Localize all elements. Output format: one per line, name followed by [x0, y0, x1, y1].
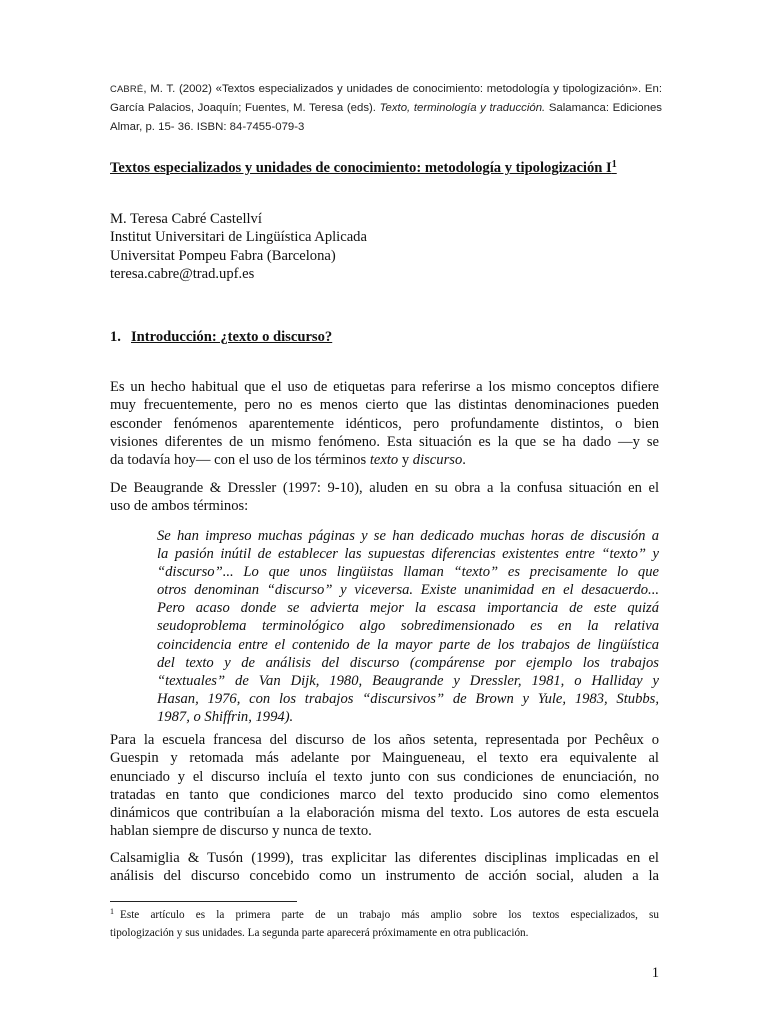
quote-line: “discurso”... Lo que unos lingüistas llaman “texto” es precisamente lo que: [157, 564, 659, 581]
paragraph-line: Guespin y retomada más adelante por Maingueneau, el texto era equivalente al: [110, 750, 659, 767]
quote-line: Se han impreso muchas páginas y se han dedicado muchas horas de discusión a: [157, 528, 659, 544]
section-title: Introducción: ¿texto o discurso?: [131, 329, 333, 345]
author-institute: Institut Universitari de Lingüística Aplicada: [110, 229, 367, 246]
article-title-text: Textos especializados y unidades de conocimiento: metodología y tipologización I: [110, 160, 612, 176]
footnote-text: Este artículo es la primera parte de un trabajo más amplio sobre los textos especializados, su: [120, 909, 659, 921]
quote-line: 1987, o Shiffrin, 1994).: [157, 708, 294, 725]
footnote-line: tipologización y sus unidades. La segunda parte aparecerá próximamente en otra publicación.: [110, 927, 529, 939]
citation-line-3: 36. ISBN: 84-7455-079-3: [177, 121, 305, 133]
paragraph-text: .: [462, 452, 466, 469]
paragraph-line: Es un hecho habitual que el uso de etiquetas para referirse a los mismo conceptos difiere: [110, 379, 659, 395]
paragraph-line: hablan siempre de discurso y nunca de texto.: [110, 823, 372, 840]
quote-line: Pero acaso donde se advierta mejor la escasa importancia de este quizá: [157, 600, 659, 617]
paragraph-line: Para la escuela francesa del discurso de los años setenta, representada por Pechêux o: [110, 732, 659, 748]
author-block: [110, 210, 510, 283]
citation-author: CABRÉ: [110, 83, 144, 94]
quote-line: del texto y de análisis del discurso (compárense por ejemplo los trabajos: [157, 654, 659, 671]
author-name: M. Teresa Cabré Castellví: [110, 211, 262, 227]
title-footnote-mark[interactable]: 1: [611, 159, 617, 170]
paragraph-line: análisis del discurso concebido como un instrumento de acción social, aluden a la: [110, 868, 659, 885]
citation-book-title: Texto, terminología y traducción.: [379, 102, 546, 114]
section-heading: [110, 329, 332, 346]
paragraph-line: visiones diferentes de un mismo fenómeno. Esta situación es la que se ha dado —y se: [110, 433, 659, 450]
citation-line-2b: Salamanca: Ediciones Almar, p. 15-: [110, 102, 663, 133]
citation-line-2: Palacios, Joaquín; Fuentes, M. Teresa (eds).: [147, 102, 380, 114]
citation-line-1: , M. T. (2002) «Textos especializados y unidades de conocimiento: metodología y tipologización». En: García: [110, 83, 662, 114]
quote-line: Hasan, 1976, con los trabajos “discursivos” de Brown y Yule, 1983, Stubbs,: [157, 690, 659, 707]
quote-line: “textuales” de Van Dijk, 1980, Beaugrande y Dressler, 1981, o Halliday y: [157, 672, 659, 689]
footnote-line: [110, 906, 659, 924]
paragraph-line: enunciado y el discurso incluía el texto junto con sus condiciones de enunciación, no: [110, 768, 659, 785]
citation-reference: [110, 79, 662, 137]
paragraph-line: De Beaugrande & Dressler (1997: 9-10), aluden en su obra a la confusa situación en el: [110, 480, 659, 496]
paragraph-2: [110, 479, 659, 516]
paragraph-line: dinámicos que contribuían a la elaboración misma del texto. Los autores de esta escuela: [110, 805, 659, 822]
quote-line: otros denominan “discurso” y viceversa. Existe unanimidad en el desacuerdo...: [157, 582, 659, 599]
footnote: [110, 906, 659, 942]
footnote-mark: 1: [110, 907, 114, 916]
paragraph-line: muy frecuentemente, pero no es menos cierto que las distintas denominaciones pueden: [110, 397, 659, 414]
paragraph-line: uso de ambos términos:: [110, 498, 249, 515]
section-number: 1.: [110, 329, 121, 345]
paragraph-1: [110, 378, 659, 469]
term-discurso: discurso: [412, 452, 463, 469]
page-number: 1: [651, 965, 659, 981]
author-university: Universitat Pompeu Fabra (Barcelona): [110, 247, 336, 264]
term-texto: texto: [369, 452, 399, 469]
paragraph-line: esconder fenómenos aparentemente idénticos, pero profundamente distintos, o bien: [110, 415, 659, 432]
paragraph-4: [110, 849, 659, 886]
block-quote: [157, 527, 659, 726]
quote-line: seudoproblema terminológico algo sobredimensionado es en la relativa: [157, 618, 659, 635]
paragraph-line: tratadas en tanto que condiciones marco del texto producido sino como elementos: [110, 786, 659, 803]
article-title: [110, 160, 670, 177]
paragraph-text: y: [398, 452, 413, 469]
footnote-separator: [110, 901, 297, 902]
quote-line: la pasión inútil de establecer las supuestas diferencias existentes entre “texto” y: [157, 546, 659, 563]
quote-line: coincidencia entre el contenido de la mayor parte de los trabajos de lingüística: [157, 636, 659, 653]
author-email[interactable]: teresa.cabre@trad.upf.es: [110, 265, 255, 282]
paragraph-line: [110, 451, 659, 469]
paragraph-3: [110, 731, 659, 841]
paragraph-text: da todavía hoy— con el uso de los términos: [110, 452, 370, 469]
paragraph-line: Calsamiglia & Tusón (1999), tras explicitar las diferentes disciplinas implicadas en el: [110, 850, 659, 866]
